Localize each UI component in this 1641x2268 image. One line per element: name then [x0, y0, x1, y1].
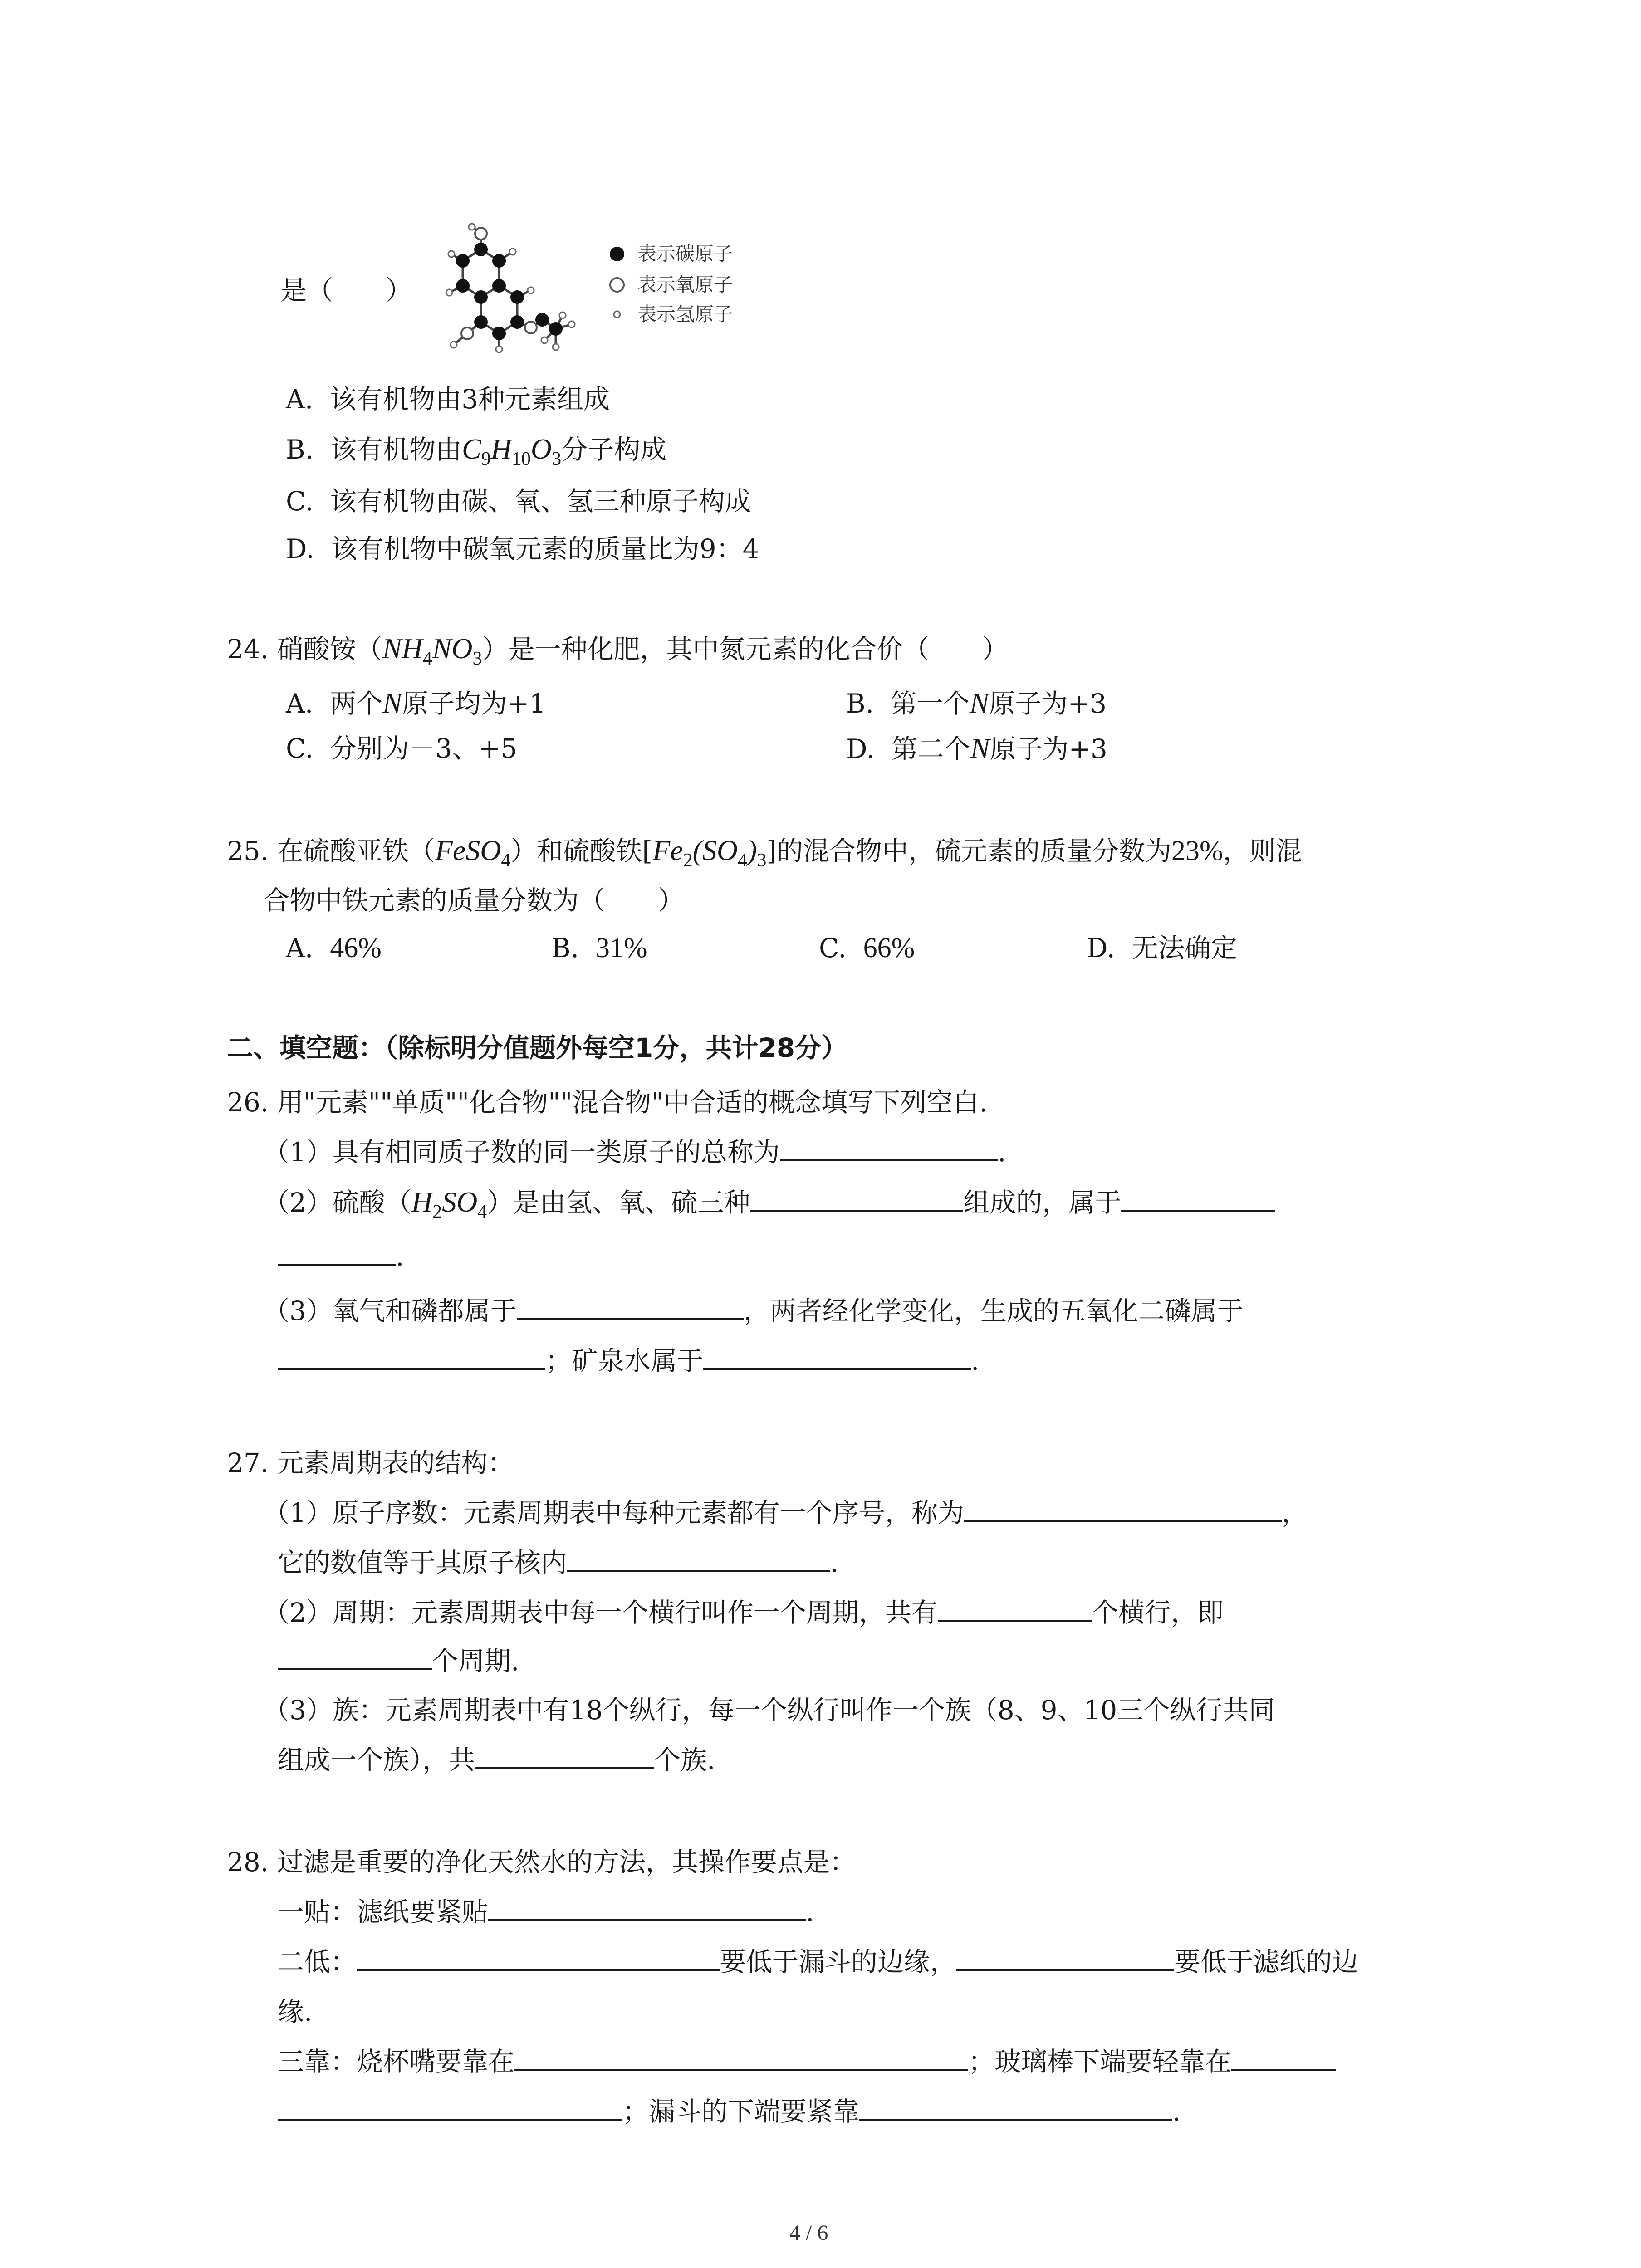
blank[interactable] [750, 1184, 963, 1212]
molecule-diagram [426, 209, 771, 376]
q28-line1: 一贴：滤纸要紧贴 . [278, 1894, 814, 1930]
q23-option-b: B. 该有机物由$C_9H_{10}O_3$分子构成 [286, 433, 667, 469]
blank[interactable] [964, 1495, 1282, 1522]
blank[interactable] [956, 1944, 1174, 1971]
blank[interactable] [278, 1238, 396, 1266]
q24-stem: 24. 硝酸铵$(NH_4NO_3)$是一种化肥，其中氮元素的化合价（ ） [227, 632, 1009, 669]
q24-option-d: D. 第二个N原子为+3 [846, 732, 1107, 764]
blank[interactable] [938, 1594, 1092, 1622]
blank[interactable] [488, 1894, 806, 1921]
q24-option-c: C. 分别为－3、+5 [286, 733, 518, 764]
q26-part3: （3）氧气和磷都属于 ，两者经化学变化，生成的五氧化二磷属于 [263, 1293, 1244, 1329]
page-number: 4 / 6 [789, 2221, 828, 2245]
q26-part3-cont: ；矿泉水属于 . [278, 1343, 979, 1379]
q25-option-a: A. 46% [286, 933, 382, 963]
chemical-formula: FeSO$_4$ [435, 834, 511, 871]
blank[interactable] [703, 1343, 971, 1370]
blank[interactable] [1121, 1184, 1275, 1212]
blank[interactable] [278, 2093, 622, 2121]
q25-option-c: C. 66% [819, 933, 915, 963]
blank[interactable] [514, 2043, 968, 2071]
q24-option-a: A. 两个N原子均为+1 [286, 687, 546, 719]
q27-part2-cont: 个周期. [278, 1643, 519, 1679]
chemical-formula: $C_9H_{10}O_3$ [461, 433, 562, 469]
carbon-legend-icon [610, 247, 624, 261]
blank[interactable] [859, 2093, 1172, 2121]
blank[interactable] [278, 1343, 545, 1370]
q27-part1-cont: 它的数值等于其原子核内 . [278, 1545, 838, 1581]
blank[interactable] [475, 1742, 654, 1769]
blank[interactable] [278, 1643, 432, 1670]
blank[interactable] [780, 1134, 998, 1161]
q27-part3-cont: 组成一个族），共 个族. [278, 1742, 715, 1778]
legend-oxygen: 表示氧原子 [637, 274, 733, 296]
q27-part2: （2）周期：元素周期表中每一个横行叫作一个周期，共有 个横行，即 [263, 1594, 1224, 1631]
oxygen-legend-icon [610, 278, 624, 292]
legend-hydrogen: 表示氢原子 [637, 303, 733, 325]
q27-part1: （1）原子序数：元素周期表中每种元素都有一个序号，称为 ， [263, 1495, 1308, 1531]
chemical-formula: $Fe_2(SO_4)_3$ [652, 834, 767, 871]
hydrogen-legend-icon [614, 311, 620, 318]
q25-stem-line2: 合物中铁元素的质量分数为（ ） [263, 885, 685, 916]
q23-option-d: D. 该有机物中碳氧元素的质量比为9：4 [286, 533, 759, 564]
q26-part1: （1）具有相同质子数的同一类原子的总称为 . [263, 1134, 1006, 1170]
q23-option-c: C. 该有机物由碳、氧、氢三种原子构成 [286, 486, 751, 517]
blank[interactable] [567, 1545, 830, 1572]
q26-part2-cont: . [278, 1238, 404, 1275]
legend-carbon: 表示碳原子 [637, 243, 733, 265]
q24-option-b: B. 第一个N原子为+3 [846, 687, 1107, 719]
chemical-formula: $NH_4NO_3$ [382, 632, 482, 669]
q28-line2-cont: 缘. [278, 1996, 313, 2027]
q27-stem: 27. 元素周期表的结构： [227, 1447, 514, 1478]
chemical-formula: $H_2SO_4$ [411, 1186, 487, 1222]
q28-line3-cont: ；漏斗的下端要紧靠 . [278, 2093, 1181, 2130]
q28-stem: 28. 过滤是重要的净化天然水的方法，其操作要点是： [227, 1847, 856, 1877]
q23-stem-tail: 是（ ） [280, 275, 412, 306]
section-heading: 二、填空题：（除标明分值题外每空1分，共计28分） [227, 1032, 848, 1063]
q28-line3: 三靠：烧杯嘴要靠在 ；玻璃棒下端要轻靠在 [278, 2043, 1336, 2080]
q25-option-b: B. 31% [551, 933, 647, 963]
q28-line2: 二低： 要低于漏斗的边缘， 要低于滤纸的边 [278, 1944, 1358, 1980]
q27-part3: （3）族：元素周期表中有18个纵行，每一个纵行叫作一个族（8、9、10三个纵行共同 [263, 1695, 1275, 1725]
q25-stem-line1: 25. 在硫酸亚铁（FeSO$_4$）和硫酸铁$[Fe_2(SO_4)_3]$的混合物中，硫元素的质量分数为23%，则混 [227, 834, 1302, 871]
q26-stem: 26. 用"元素""单质""化合物""混合物"中合适的概念填写下列空白. [227, 1087, 988, 1118]
q23-option-a: A. 该有机物由3种元素组成 [286, 384, 610, 415]
q26-part2: （2）硫酸$(H_2SO_4)$是由氢、氧、硫三种 组成的，属于 [263, 1184, 1275, 1230]
blank[interactable] [1231, 2043, 1336, 2071]
blank[interactable] [517, 1293, 744, 1320]
blank[interactable] [357, 1944, 720, 1971]
q25-option-d: D. 无法确定 [1087, 933, 1237, 963]
